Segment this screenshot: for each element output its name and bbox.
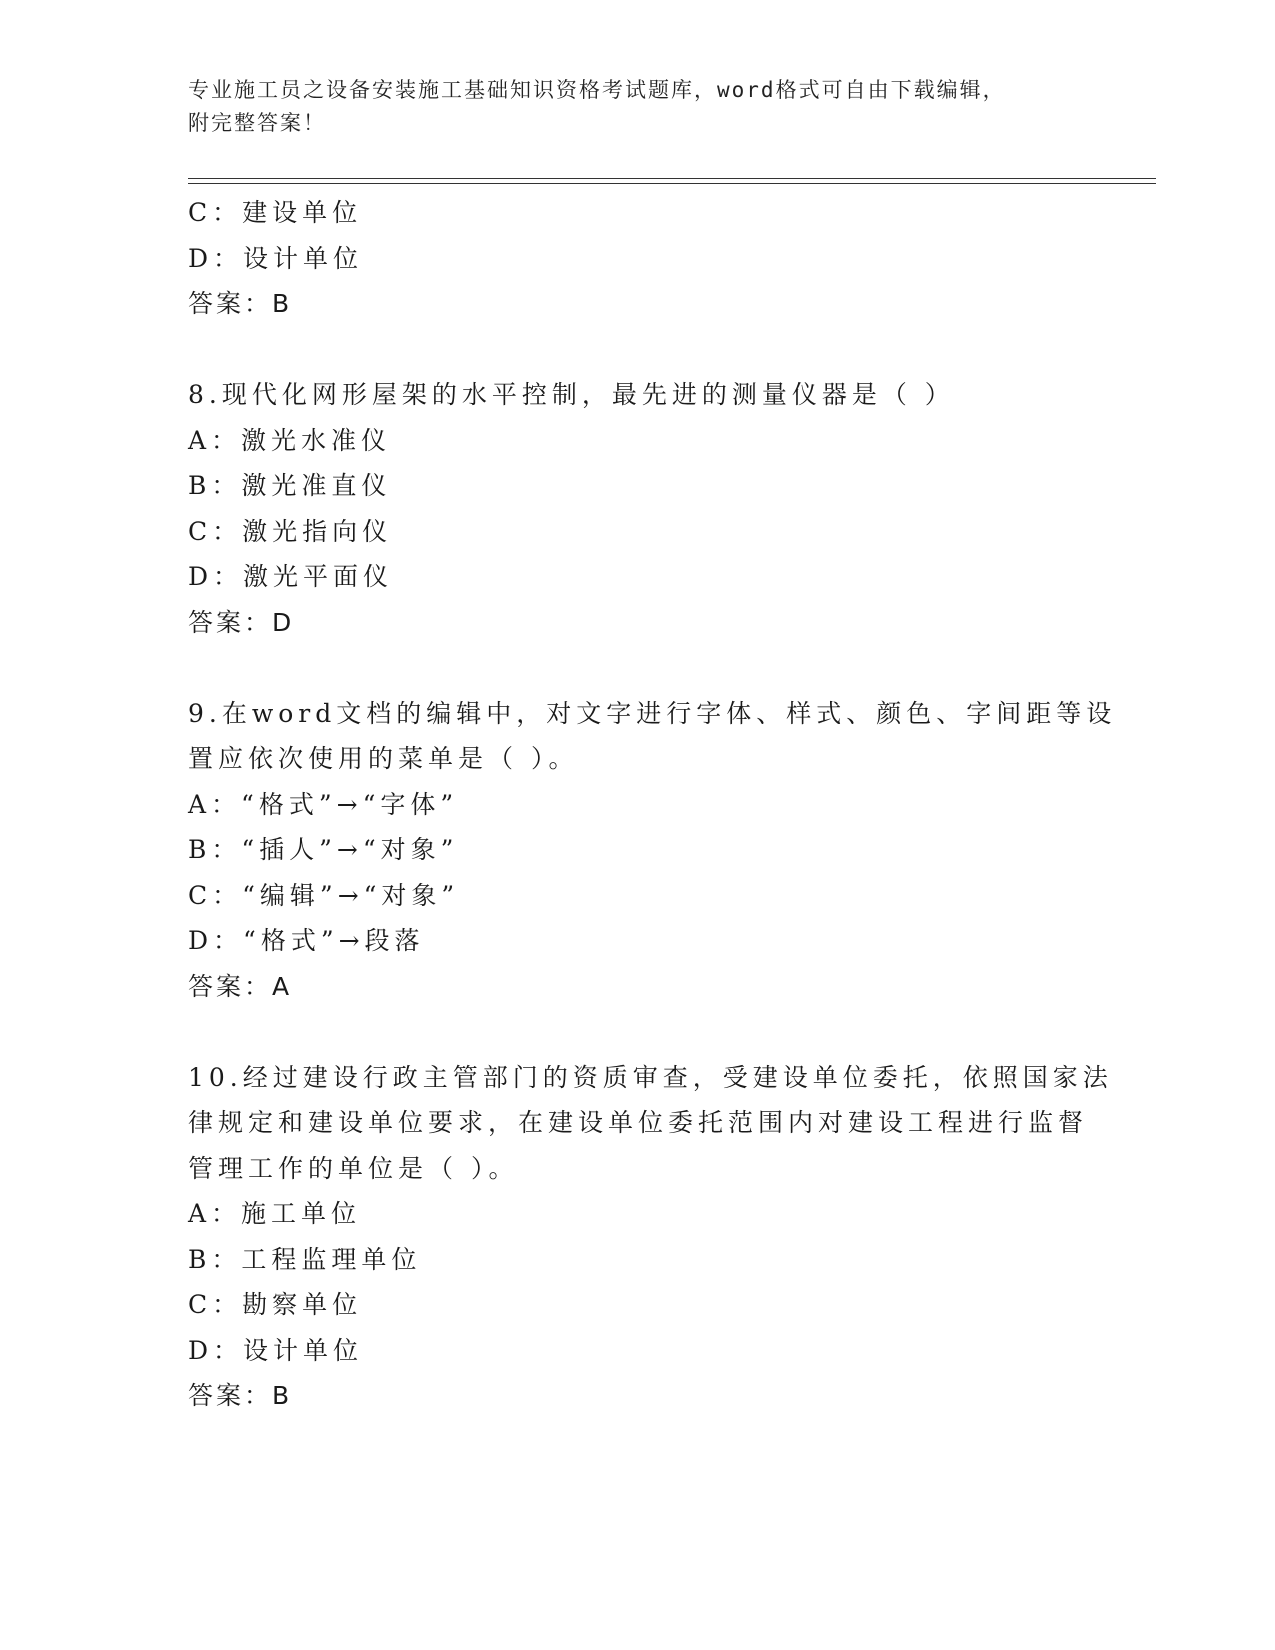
question-10 xyxy=(188,1055,1113,1419)
answer-line: 答案：D xyxy=(188,607,295,637)
option-c: C：激光指向仪 xyxy=(188,516,393,546)
question-8 xyxy=(188,372,1088,645)
question-text: 律规定和建设单位要求，在建设单位委托范围内对建设工程进行监督 xyxy=(188,1108,1089,1137)
question-7-tail xyxy=(188,190,1088,327)
question-text: 置应依次使用的菜单是（ ）。 xyxy=(188,744,579,773)
header-title-line-2: 附完整答案！ xyxy=(188,111,326,135)
option-c: C：“编辑”→“对象” xyxy=(188,880,460,910)
header-divider-top xyxy=(188,178,1156,179)
question-list xyxy=(188,190,1117,1419)
option-b: B：工程监理单位 xyxy=(188,1244,422,1274)
option-a: A：施工单位 xyxy=(188,1199,362,1228)
header-title-line-1: 专业施工员之设备安装施工基础知识资格考试题库，word格式可自由下载编辑， xyxy=(188,78,1006,102)
option-a: A：激光水准仪 xyxy=(188,425,392,455)
answer-line: 答案：B xyxy=(188,289,293,318)
answer-line: 答案：B xyxy=(188,1381,293,1410)
option-b: B：激光准直仪 xyxy=(188,471,392,500)
spacer xyxy=(188,645,1088,691)
option-b: B：“插人”→“对象” xyxy=(188,835,459,864)
spacer xyxy=(188,1009,1088,1055)
option-d: D：“格式”→段落 xyxy=(188,926,425,955)
question-text: 管理工作的单位是（ ）。 xyxy=(188,1153,519,1183)
option-c: C：建设单位 xyxy=(188,198,363,227)
spacer xyxy=(188,327,1088,373)
question-9 xyxy=(188,691,1117,1010)
option-d: D：设计单位 xyxy=(188,1335,364,1365)
question-text: 9.在word文档的编辑中，对文字进行字体、样式、颜色、字间距等设 xyxy=(188,698,1117,728)
answer-line: 答案：A xyxy=(188,971,293,1001)
option-a: A：“格式”→“字体” xyxy=(188,789,459,819)
document-header xyxy=(188,74,1068,140)
option-d: D：设计单位 xyxy=(188,243,364,273)
header-divider-bottom xyxy=(188,183,1156,184)
option-c: C：勘察单位 xyxy=(188,1290,363,1319)
question-text: 8.现代化网形屋架的水平控制，最先进的测量仪器是（ ） xyxy=(188,380,955,409)
option-d: D：激光平面仪 xyxy=(188,562,394,591)
question-text: 10.经过建设行政主管部门的资质审查，受建设单位委托，依照国家法 xyxy=(188,1062,1113,1092)
